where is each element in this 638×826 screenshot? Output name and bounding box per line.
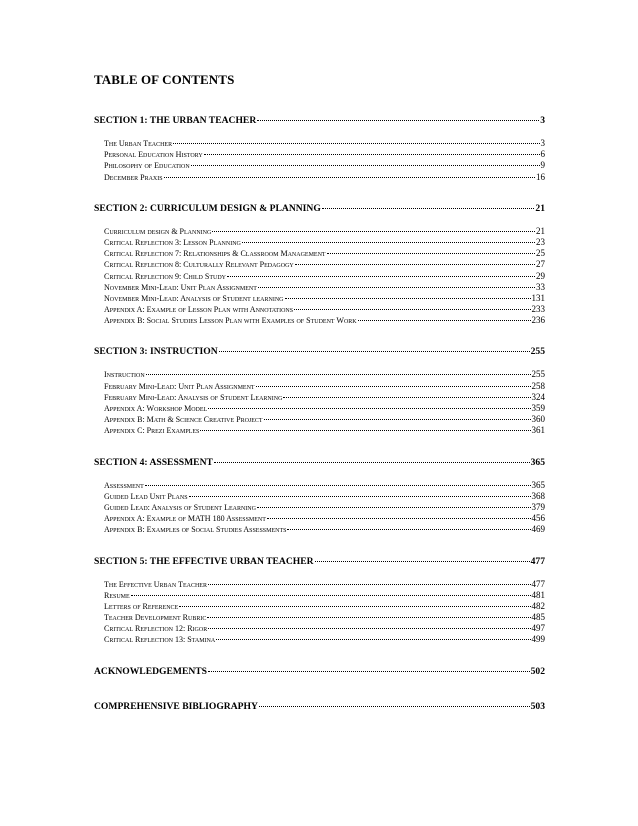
toc-section	[94, 200, 545, 327]
section-heading-label: SECTION 5: THE EFFECTIVE URBAN TEACHER	[94, 555, 314, 567]
toc-entry[interactable]	[94, 590, 545, 601]
entry-page-number: 481	[531, 589, 545, 600]
entry-page-number: 29	[536, 270, 545, 281]
dot-leader	[258, 283, 535, 288]
section-heading-label: SECTION 4: ASSESSMENT	[94, 456, 213, 468]
entry-page-number: 27	[536, 259, 545, 270]
toc-section	[94, 343, 545, 436]
section-heading-label: SECTION 1: THE URBAN TEACHER	[94, 115, 257, 126]
dot-leader	[285, 294, 531, 299]
dot-leader	[131, 591, 531, 596]
entry-page-number: 365	[531, 479, 545, 490]
dot-leader	[256, 382, 531, 387]
toc-entry[interactable]	[94, 634, 545, 645]
dot-leader	[257, 116, 539, 121]
toc-section-heading[interactable]	[94, 454, 545, 472]
entry-label: Appendix B: Social Studies Lesson Plan with Examples of Student Work	[104, 316, 357, 326]
entry-label: Critical Reflection 12: Rigor	[104, 624, 208, 634]
toc-entry[interactable]	[94, 237, 545, 248]
section-page-number: 503	[530, 700, 545, 712]
entry-page-number: 324	[531, 391, 545, 402]
entry-page-number: 16	[536, 171, 545, 182]
entry-page-number: 469	[531, 524, 545, 535]
toc-section-heading[interactable]	[94, 343, 545, 361]
toc-section	[94, 454, 545, 536]
entry-label: February Mini-Lead: Analysis of Student Learning	[104, 392, 283, 402]
entry-label: Appendix A: Workshop Model	[104, 404, 208, 413]
toc-entry[interactable]	[94, 381, 545, 392]
entry-label: The Urban Teacher	[104, 139, 173, 148]
dot-leader	[327, 249, 535, 254]
entry-page-number: 23	[536, 236, 545, 247]
toc-entry[interactable]	[94, 601, 545, 612]
toc-section-heading[interactable]	[94, 200, 545, 218]
toc-entry[interactable]	[94, 226, 545, 237]
entry-page-number: 379	[531, 501, 545, 512]
entry-label: Critical Reflection 3: Lesson Planning	[104, 237, 241, 247]
entry-page-number: 3	[540, 138, 545, 148]
entry-label: November Mini-Lead: Analysis of Student learning	[104, 293, 284, 303]
entry-label: December Praxis	[104, 172, 163, 182]
dot-leader	[204, 150, 540, 155]
entry-label: Critical Reflection 8: Culturally Relevant Pedagogy	[104, 260, 294, 270]
dot-leader	[208, 667, 530, 672]
entry-page-number: 236	[531, 315, 545, 326]
entry-page-number: 360	[531, 414, 545, 425]
dot-leader	[208, 404, 530, 409]
toc-entry[interactable]	[94, 524, 545, 535]
toc-entry[interactable]	[94, 414, 545, 425]
entry-page-number: 9	[540, 160, 545, 171]
section-page-number: 477	[530, 555, 545, 567]
toc-entry[interactable]	[94, 502, 545, 513]
entry-page-number: 25	[536, 248, 545, 259]
dot-leader	[179, 602, 530, 607]
toc-entry[interactable]	[94, 369, 545, 380]
entry-page-number: 21	[536, 225, 545, 236]
entry-page-number: 131	[531, 292, 545, 303]
entry-label: Guided Lead: Analysis of Student Learning	[104, 502, 256, 512]
dot-leader	[146, 370, 531, 375]
toc-entry[interactable]	[94, 138, 545, 149]
entry-label: Critical Reflection 9: Child Study	[104, 271, 226, 281]
entry-label: Resume	[104, 590, 130, 600]
dot-leader	[207, 613, 530, 618]
section-heading-label: SECTION 2: CURRICULUM DESIGN & PLANNING	[94, 202, 321, 214]
entry-label: Appendix B: Math & Science Creative Project	[104, 415, 263, 425]
section-page-number: 255	[530, 346, 545, 358]
entry-page-number: 499	[531, 634, 545, 645]
toc-entry[interactable]	[94, 623, 545, 634]
toc-entry[interactable]	[94, 480, 545, 491]
section-page-number: 21	[535, 202, 545, 214]
toc-section-heading[interactable]	[94, 698, 545, 716]
entry-label: Guided Lead Unit Plans	[104, 491, 188, 501]
dot-leader	[164, 173, 535, 178]
dot-leader	[200, 426, 530, 431]
entry-page-number: 497	[531, 623, 545, 634]
toc-section	[94, 663, 545, 681]
dot-leader	[264, 415, 531, 420]
dot-leader	[227, 272, 535, 277]
entry-label: Teacher Development Rubric	[104, 613, 207, 623]
entry-label: Instruction	[104, 370, 145, 380]
page-title: TABLE OF CONTENTS	[94, 72, 235, 87]
entry-label: November Mini-Lead: Unit Plan Assignment	[104, 282, 257, 292]
dot-leader	[189, 492, 531, 497]
toc-entry[interactable]	[94, 149, 545, 160]
toc-entry[interactable]	[94, 315, 545, 326]
toc-section-heading[interactable]	[94, 553, 545, 571]
toc-entry[interactable]	[94, 248, 545, 259]
entry-label: February Mini-Lead: Unit Plan Assignment	[104, 381, 255, 391]
toc-entry[interactable]	[94, 160, 545, 171]
toc-entry[interactable]	[94, 172, 545, 183]
toc-entry[interactable]	[94, 612, 545, 623]
dot-leader	[214, 458, 530, 463]
entry-label: Curriculum design & Planning	[104, 226, 212, 236]
entry-label: Personal Education History	[104, 150, 203, 160]
entry-page-number: 255	[531, 369, 545, 380]
dot-leader	[208, 580, 531, 585]
entry-page-number: 477	[531, 578, 545, 589]
entry-label: The Effective Urban Teacher	[104, 579, 207, 589]
toc-entry[interactable]	[94, 491, 545, 502]
toc-section	[94, 112, 545, 183]
dot-leader	[191, 161, 540, 166]
toc-entry[interactable]	[94, 304, 545, 315]
entry-page-number: 359	[531, 403, 545, 413]
dot-leader	[283, 393, 530, 398]
dot-leader	[257, 503, 531, 508]
entry-label: Assessment	[104, 480, 144, 490]
toc-section	[94, 698, 545, 716]
dot-leader	[208, 624, 530, 629]
entry-label: Appendix B: Examples of Social Studies Assessments	[104, 525, 287, 535]
dot-leader	[287, 525, 530, 530]
entry-page-number: 33	[536, 281, 545, 292]
dot-leader	[295, 260, 535, 265]
dot-leader	[259, 702, 530, 707]
entry-page-number: 233	[531, 304, 545, 315]
entry-page-number: 361	[531, 425, 545, 436]
entry-label: Philosophy of Education	[104, 161, 190, 171]
section-heading-label: SECTION 3: INSTRUCTION	[94, 346, 218, 358]
toc-entry[interactable]	[94, 271, 545, 282]
entry-page-number: 368	[531, 490, 545, 501]
section-page-number: 365	[530, 456, 545, 468]
toc-section	[94, 553, 545, 646]
entry-page-number: 456	[531, 513, 545, 524]
entry-label: Appendix C: Prezi Examples	[104, 426, 200, 436]
entry-label: Appendix A: Example of MATH 180 Assessment	[104, 514, 266, 524]
toc-entry[interactable]	[94, 282, 545, 293]
toc-section-heading[interactable]	[94, 112, 545, 130]
entry-label: Critical Reflection 13: Stamina	[104, 635, 216, 645]
entry-page-number: 485	[531, 612, 545, 623]
dot-leader	[212, 227, 535, 232]
dot-leader	[315, 557, 530, 562]
toc-section-heading[interactable]	[94, 663, 545, 681]
table-of-contents	[94, 112, 545, 733]
toc-entry[interactable]	[94, 579, 545, 590]
entry-label: Critical Reflection 7: Relationships & Classroom Management	[104, 249, 326, 259]
entry-page-number: 258	[531, 380, 545, 391]
dot-leader	[267, 514, 531, 519]
toc-entry[interactable]	[94, 513, 545, 524]
toc-entry[interactable]	[94, 392, 545, 403]
toc-entry[interactable]	[94, 293, 545, 304]
section-page-number: 3	[540, 115, 545, 126]
entry-page-number: 482	[531, 600, 545, 611]
section-page-number: 502	[530, 665, 545, 677]
dot-leader	[219, 347, 530, 352]
dot-leader	[173, 139, 539, 144]
entry-label: Letters of Reference	[104, 601, 179, 611]
dot-leader	[145, 481, 531, 486]
dot-leader	[322, 204, 535, 209]
dot-leader	[358, 316, 531, 321]
section-heading-label: ACKNOWLEDGEMENTS	[94, 665, 208, 677]
dot-leader	[242, 238, 535, 243]
entry-label: Appendix A: Example of Lesson Plan with Annotations	[104, 305, 294, 315]
entry-page-number: 6	[540, 149, 545, 160]
section-heading-label: COMPREHENSIVE BIBLIOGRAPHY	[94, 700, 258, 712]
dot-leader	[216, 635, 530, 640]
toc-entry[interactable]	[94, 403, 545, 414]
toc-entry[interactable]	[94, 259, 545, 270]
toc-entry[interactable]	[94, 425, 545, 436]
dot-leader	[294, 305, 530, 310]
